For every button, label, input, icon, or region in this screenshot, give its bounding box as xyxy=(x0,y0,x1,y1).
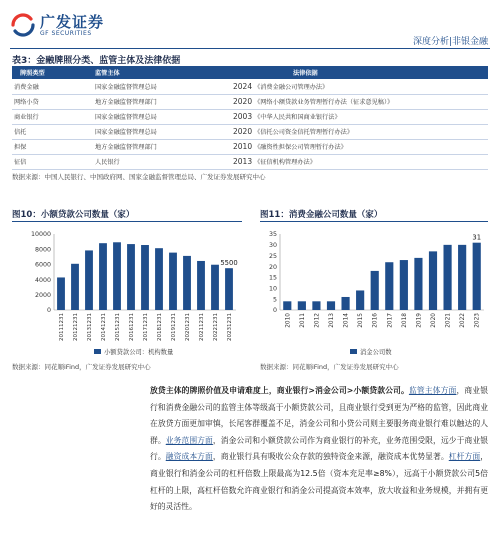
regulator-cell: 国家金融监督管理总局 xyxy=(95,79,233,94)
fig11-x-tick-label: 2017 xyxy=(387,313,394,328)
fig10-x-tick-label: 20161231 xyxy=(129,313,135,341)
report-type: 深度分析|非银金融 xyxy=(412,37,488,47)
highlight-leverage: 杠杆方面 xyxy=(448,452,481,462)
law-name: 《征信机构管理办法》 xyxy=(254,159,316,166)
highlight-business-scope: 业务范围方面 xyxy=(165,435,213,445)
fig10-title-divider xyxy=(12,221,242,222)
fig11-y-tick-label: 25 xyxy=(268,252,277,260)
paragraph-text: ，消金公司和小额贷款公司作为商业银行的补充，业务范围受限，远少于商业银行。 xyxy=(150,435,489,462)
fig11-source: 数据来源：同花顺iFind，广发证券发展研究中心 xyxy=(260,363,399,371)
fig11-bar xyxy=(473,243,481,310)
fig11-x-tick-label: 2022 xyxy=(460,313,467,328)
fig11-y-tick-label: 5 xyxy=(272,296,277,304)
law-cell xyxy=(233,109,488,124)
table-title: 表3：金融牌照分类、监管主体及法律依据 xyxy=(12,56,181,66)
fig10-bar xyxy=(169,253,177,310)
fig11-legend-label: 消金公司数 xyxy=(360,349,392,356)
highlight-regulator: 监管主体方面 xyxy=(408,386,457,395)
fig11-bar xyxy=(312,301,320,310)
header-cell: 监管主体 xyxy=(95,66,233,79)
paragraph-text: ，商业银行具有吸收公众存款的独特资金来源，融资成本优势显著。 xyxy=(212,452,449,462)
fig10-bar xyxy=(71,264,79,310)
fig10-y-tick-label: 4000 xyxy=(34,276,51,284)
license-type-cell: 商业银行 xyxy=(12,109,95,124)
license-type-cell: 信托 xyxy=(12,124,95,139)
fig10-y-tick-label: 2000 xyxy=(34,292,51,299)
fig10-x-tick-label: 20121231 xyxy=(73,313,79,341)
license-type-cell: 担保 xyxy=(12,139,95,154)
fig11-y-tick-label: 35 xyxy=(268,231,277,239)
highlight-funding-cost: 融资成本方面 xyxy=(165,452,213,462)
fig11-bar xyxy=(458,245,466,310)
fig11-bar xyxy=(414,258,422,310)
header-divider xyxy=(10,48,490,49)
fig11-data-label: 31 xyxy=(472,233,482,242)
fig11-chart xyxy=(258,224,490,360)
fig10-x-tick-label: 20111231 xyxy=(59,313,65,341)
page-header xyxy=(0,0,500,50)
fig11-x-tick-label: 2015 xyxy=(358,313,365,328)
fig10-bar xyxy=(57,277,65,310)
fig11-y-tick-label: 30 xyxy=(268,242,277,250)
table-source: 数据来源：中国人民银行、中国政府网、国家金融监督管理总局、广发证券发展研究中心 xyxy=(12,173,266,181)
license-type-cell: 征信 xyxy=(12,154,95,169)
fig11-bar xyxy=(443,245,451,310)
fig10-bar xyxy=(113,242,121,310)
license-table xyxy=(12,66,488,170)
table-row xyxy=(12,79,488,94)
logo-text-en: GF SECURITIES xyxy=(40,30,92,37)
fig10-x-tick-label: 20221231 xyxy=(213,313,219,341)
fig11-bar xyxy=(400,260,408,310)
fig10-x-tick-label: 20201231 xyxy=(185,313,191,341)
table-row xyxy=(12,154,488,169)
license-type-cell: 消费金融 xyxy=(12,79,95,94)
gf-logo-icon xyxy=(10,12,36,38)
fig11-x-tick-label: 2013 xyxy=(329,313,335,328)
paragraph-text: ，商业银行和消费金融公司的监管主体等级高于小额贷款公司，且商业银行受到更为严格的监管，因此商业在放贷方面更加审慎，长尾客群覆盖不足，消金公司和小贷公司则主要服务商业银行难以触达的人群。 xyxy=(150,386,488,445)
table-row xyxy=(12,94,488,109)
fig11-x-tick-label: 2023 xyxy=(474,313,481,328)
law-cell xyxy=(233,79,488,94)
law-cell xyxy=(233,154,488,169)
law-year: 2020 xyxy=(233,127,253,136)
fig10-y-tick-label: 0 xyxy=(46,307,51,315)
paragraph-text: ，商业银行和消金公司的杠杆倍数上限最高为12.5倍（资本充足率≥8%），远高于小额贷款公司5倍杠杆的上限，高杠杆倍数允许商业银行和消金公司提高资本效率，放大收益和业务规模，并拥有更好的灵活性。 xyxy=(150,452,489,512)
law-name: 《信托公司资金信托管理暂行办法》 xyxy=(254,129,354,136)
table-row xyxy=(12,124,488,139)
fig10-x-tick-label: 20131231 xyxy=(87,313,93,341)
fig10-bar xyxy=(85,250,93,310)
law-year: 2013 xyxy=(233,157,253,166)
fig10-x-tick-label: 20191231 xyxy=(171,313,177,341)
fig11-y-tick-label: 15 xyxy=(268,274,277,282)
logo-text-cn: 广发证券 xyxy=(40,13,105,31)
fig11-bar xyxy=(327,301,335,310)
law-year: 2020 xyxy=(233,97,253,106)
fig10-chart xyxy=(12,224,244,360)
fig10-x-tick-label: 20181231 xyxy=(157,313,163,341)
fig10-bar xyxy=(225,268,233,310)
fig10-source: 数据来源：同花顺iFind，广发证券发展研究中心 xyxy=(12,363,151,371)
law-name: 《中华人民共和国商业银行法》 xyxy=(254,114,341,121)
fig11-x-tick-label: 2021 xyxy=(445,313,452,328)
regulator-cell: 地方金融监督管理部门 xyxy=(95,139,233,154)
fig11-x-tick-label: 2018 xyxy=(401,313,408,328)
fig11-title: 图11：消费金融公司数量（家） xyxy=(260,210,383,220)
header-cell: 牌照类型 xyxy=(12,66,95,79)
fig11-x-tick-label: 2012 xyxy=(314,313,321,328)
fig10-x-tick-label: 20141231 xyxy=(101,313,107,341)
regulator-cell: 人民银行 xyxy=(95,154,233,169)
paragraph-lead: 放贷主体的牌照价值及申请难度上，商业银行>消金公司>小额贷款公司。 xyxy=(150,386,409,395)
fig11-bar xyxy=(341,297,349,310)
fig10-y-tick-label: 6000 xyxy=(34,261,51,269)
fig10-x-tick-label: 20151231 xyxy=(115,313,121,341)
fig11-x-tick-label: 2019 xyxy=(416,313,423,328)
fig10-bar xyxy=(141,245,149,310)
fig11-x-tick-label: 2020 xyxy=(431,313,437,328)
fig10-x-tick-label: 20211231 xyxy=(199,313,205,341)
law-cell xyxy=(233,94,488,109)
table-header-row xyxy=(12,66,488,79)
fig11-bar xyxy=(356,290,364,310)
regulator-cell: 地方金融监督管理部门 xyxy=(95,94,233,109)
fig11-x-tick-label: 2016 xyxy=(372,313,379,328)
fig11-bar xyxy=(371,271,379,310)
fig10-legend-swatch xyxy=(94,349,101,354)
fig11-legend-swatch xyxy=(350,349,357,354)
law-year: 2024 xyxy=(233,81,253,91)
fig11-bar xyxy=(283,301,291,310)
fig10-y-tick-label: 8000 xyxy=(34,246,51,254)
regulator-cell: 国家金融监督管理总局 xyxy=(95,124,233,139)
fig10-y-tick-label: 10000 xyxy=(30,231,51,239)
law-name: 《融资性担保公司管理暂行办法》 xyxy=(254,144,347,151)
fig11-bar xyxy=(429,251,437,310)
law-cell xyxy=(233,139,488,154)
law-year: 2010 xyxy=(233,142,253,151)
fig10-x-tick-label: 20171231 xyxy=(143,313,149,341)
fig11-x-tick-label: 2011 xyxy=(299,313,306,328)
fig11-y-tick-label: 10 xyxy=(268,285,277,293)
fig11-title-divider xyxy=(260,221,488,222)
fig10-bar xyxy=(183,256,191,310)
table-row xyxy=(12,109,488,124)
fig11-x-tick-label: 2014 xyxy=(343,313,350,328)
fig11-bar xyxy=(385,262,393,310)
body-paragraph xyxy=(150,383,488,516)
law-year: 2003 xyxy=(233,112,253,121)
fig10-bar xyxy=(155,248,163,310)
law-cell xyxy=(233,124,488,139)
fig10-x-tick-label: 20231231 xyxy=(227,313,233,341)
fig10-bar xyxy=(99,243,107,310)
fig10-title: 图10：小额贷款公司数量（家） xyxy=(12,210,135,220)
header-cell: 法律依据 xyxy=(233,66,488,79)
fig10-bar xyxy=(127,244,135,310)
fig11-bar xyxy=(298,301,306,310)
fig10-bar xyxy=(211,265,219,310)
fig11-x-tick-label: 2010 xyxy=(285,313,292,328)
fig11-y-tick-label: 20 xyxy=(268,263,277,271)
fig10-data-label: 5500 xyxy=(220,259,238,268)
company-logo xyxy=(10,8,120,42)
fig10-legend-label: 小额贷款公司：机构数量 xyxy=(104,349,174,356)
fig10-bar xyxy=(197,261,205,310)
table-row xyxy=(12,139,488,154)
law-name: 《消费金融公司管理办法》 xyxy=(254,83,329,91)
fig11-y-tick-label: 0 xyxy=(272,307,277,315)
law-name: 《网络小额贷款业务管理暂行办法（征求意见稿）》 xyxy=(254,99,394,106)
license-type-cell: 网络小贷 xyxy=(12,94,95,109)
regulator-cell: 国家金融监督管理总局 xyxy=(95,109,233,124)
